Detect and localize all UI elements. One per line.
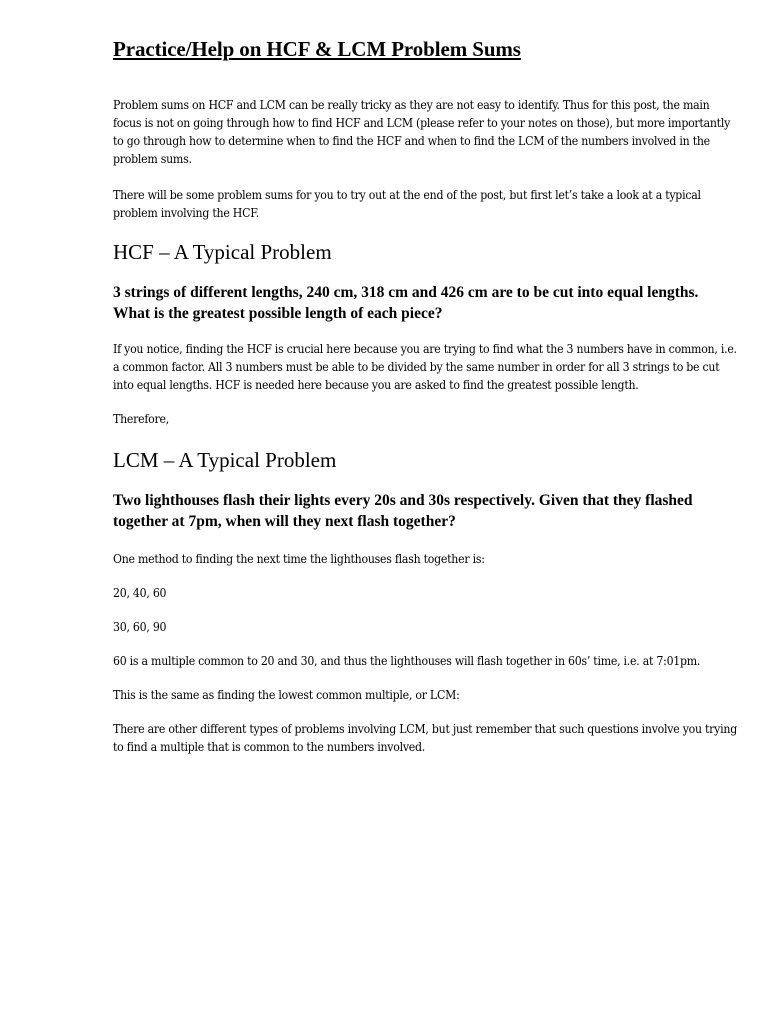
hcf-section-heading: HCF – A Typical Problem	[113, 240, 332, 264]
lcm-closing: There are other different types of problems involving LCM, but just remember that such questions involve you trying to find a multiple that is common to the numbers involved.	[113, 722, 737, 754]
lcm-conclusion: 60 is a multiple common to 20 and 30, and thus the lighthouses will flash together in 60s’ time, i.e. at 7:01pm.	[113, 654, 701, 668]
hcf-therefore: Therefore,	[113, 412, 169, 426]
lcm-sequence-1: 20, 40, 60	[113, 586, 167, 600]
intro-paragraph-2: There will be some problem sums for you to try out at the end of the post, but first let’s take a look at a typical problem involving the HCF.	[113, 188, 701, 220]
lcm-question: Two lighthouses flash their lights every 20s and 30s respectively. Given that they flashed together at 7pm, when will they next flash together?	[113, 492, 693, 530]
intro-paragraph: Problem sums on HCF and LCM can be really tricky as they are not easy to identify. Thus for this post, the main focus is not on going through how to find HCF and LCM (please refer to your notes on those), but more importantly to go through how to determine when to find the HCF and when to find the LCM of the numbers involved in the problem sums.	[113, 98, 731, 166]
hcf-question: 3 strings of different lengths, 240 cm, 318 cm and 426 cm are to be cut into equal lengths. What is the greatest possible length of each piece?	[113, 284, 699, 322]
lcm-section-heading: LCM – A Typical Problem	[113, 448, 337, 472]
hcf-explanation: If you notice, finding the HCF is crucial here because you are trying to find what the 3 numbers have in common, i.e. a common factor. All 3 numbers must be able to be divided by the same number in order for all 3 strings to be cut into equal lengths. HCF is needed here because you are asked to find the greatest possible length.	[113, 342, 737, 392]
page-title: Practice/Help on HCF & LCM Problem Sums	[113, 37, 521, 61]
lcm-sequence-2: 30, 60, 90	[113, 620, 167, 634]
document-page	[113, 32, 737, 756]
lcm-method-intro: One method to finding the next time the lighthouses flash together is:	[113, 552, 485, 566]
lcm-same-as: This is the same as finding the lowest common multiple, or LCM:	[113, 688, 460, 702]
